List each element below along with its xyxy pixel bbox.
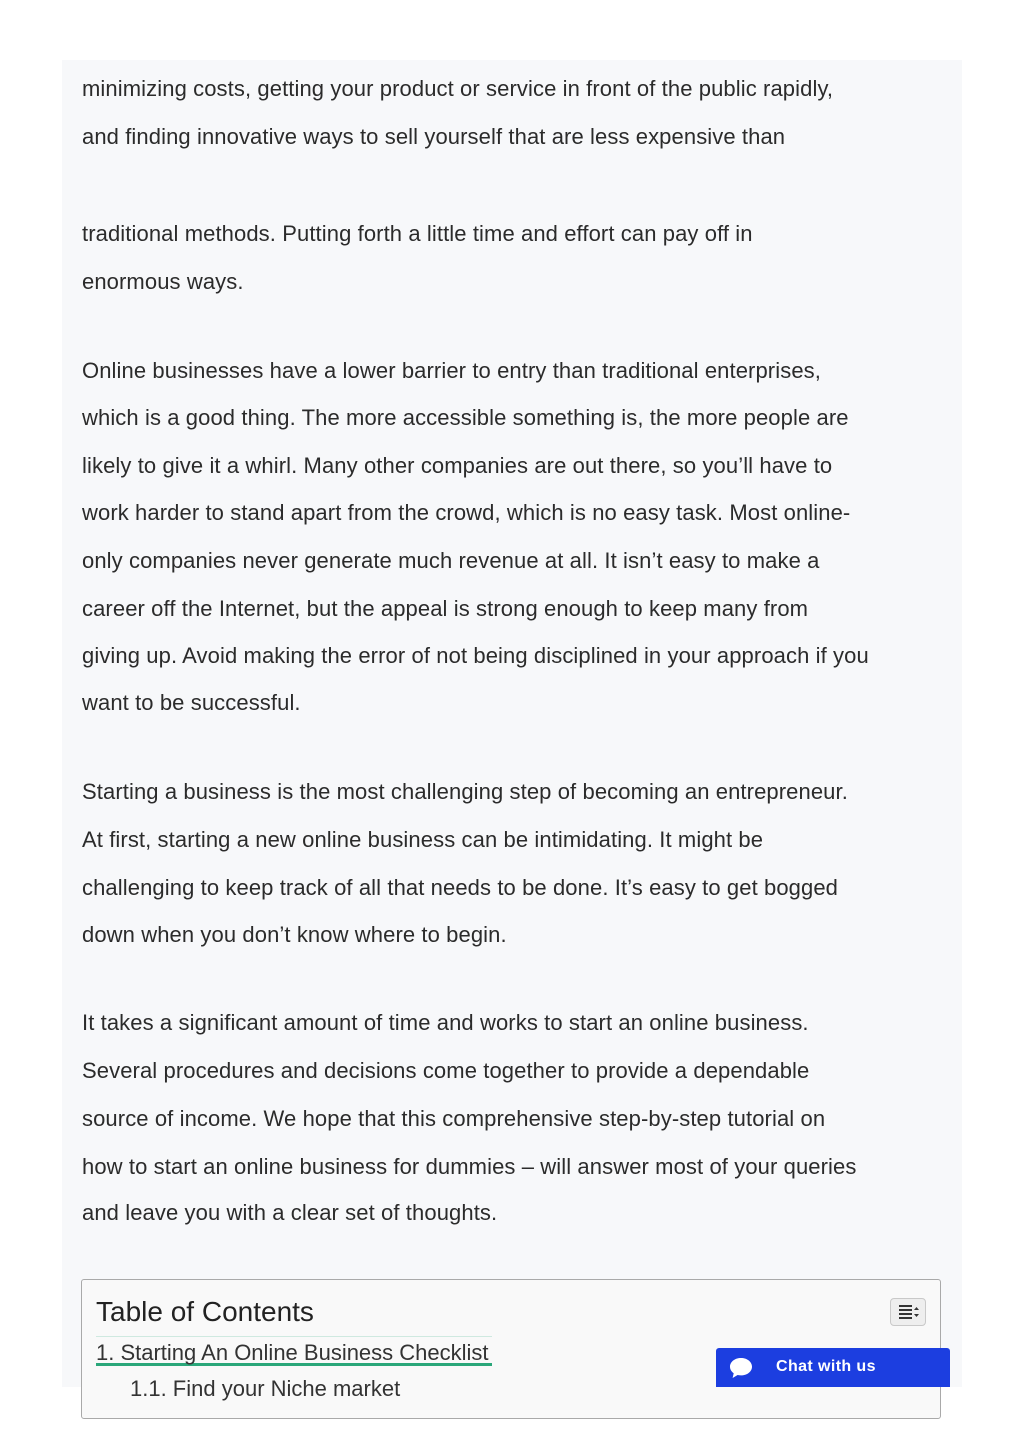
chat-label: Chat with us [776, 1358, 876, 1375]
article-body [62, 60, 962, 1401]
chat-bubble-icon [729, 1357, 753, 1379]
paragraph-line: career off the Internet, but the appeal is strong enough to keep many from [82, 596, 809, 621]
paragraph-line: It takes a significant amount of time and works to start an online business. [82, 1010, 809, 1035]
paragraph-line: which is a good thing. The more accessible something is, the more people are [82, 405, 849, 430]
paragraph-line: likely to give it a whirl. Many other companies are out there, so you’ll have to [82, 453, 833, 478]
toc-toggle-button[interactable] [890, 1298, 926, 1326]
paragraph-line: work harder to stand apart from the crowd, which is no easy task. Most online- [82, 500, 851, 525]
toc-subitem[interactable]: 1.1. Find your Niche market [130, 1376, 401, 1401]
paragraph-line: source of income. We hope that this comprehensive step-by-step tutorial on [82, 1106, 826, 1131]
toc-item-label: 1. Starting An Online Business Checklist [96, 1340, 489, 1365]
paragraph-line: down when you don’t know where to begin. [82, 922, 507, 947]
toc-item[interactable] [96, 1336, 492, 1366]
paragraph-line: At first, starting a new online business can be intimidating. It might be [82, 827, 764, 852]
toc-title: Table of Contents [96, 1296, 314, 1327]
paragraph-line: and leave you with a clear set of thoughts. [82, 1200, 498, 1225]
paragraph-line: traditional methods. Putting forth a little time and effort can pay off in [82, 221, 753, 246]
paragraph-line: want to be successful. [82, 690, 301, 715]
paragraph-line: Starting a business is the most challenging step of becoming an entrepreneur. [82, 779, 848, 804]
paragraph-line: how to start an online business for dummies – will answer most of your queries [82, 1154, 857, 1179]
paragraph-line: giving up. Avoid making the error of not being disciplined in your approach if you [82, 643, 869, 668]
list-toggle-icon [898, 1304, 920, 1320]
paragraph-line: only companies never generate much revenue at all. It isn’t easy to make a [82, 548, 820, 573]
paragraph-line: Online businesses have a lower barrier to entry than traditional enterprises, [82, 358, 821, 383]
paragraph-line: and finding innovative ways to sell yourself that are less expensive than [82, 124, 786, 149]
paragraph-line: minimizing costs, getting your product or service in front of the public rapidly, [82, 76, 834, 101]
paragraph-line: challenging to keep track of all that needs to be done. It’s easy to get bogged [82, 875, 839, 900]
paragraph-line: Several procedures and decisions come together to provide a dependable [82, 1058, 810, 1083]
paragraph-line: enormous ways. [82, 269, 244, 294]
chat-with-us-button[interactable] [716, 1348, 950, 1387]
